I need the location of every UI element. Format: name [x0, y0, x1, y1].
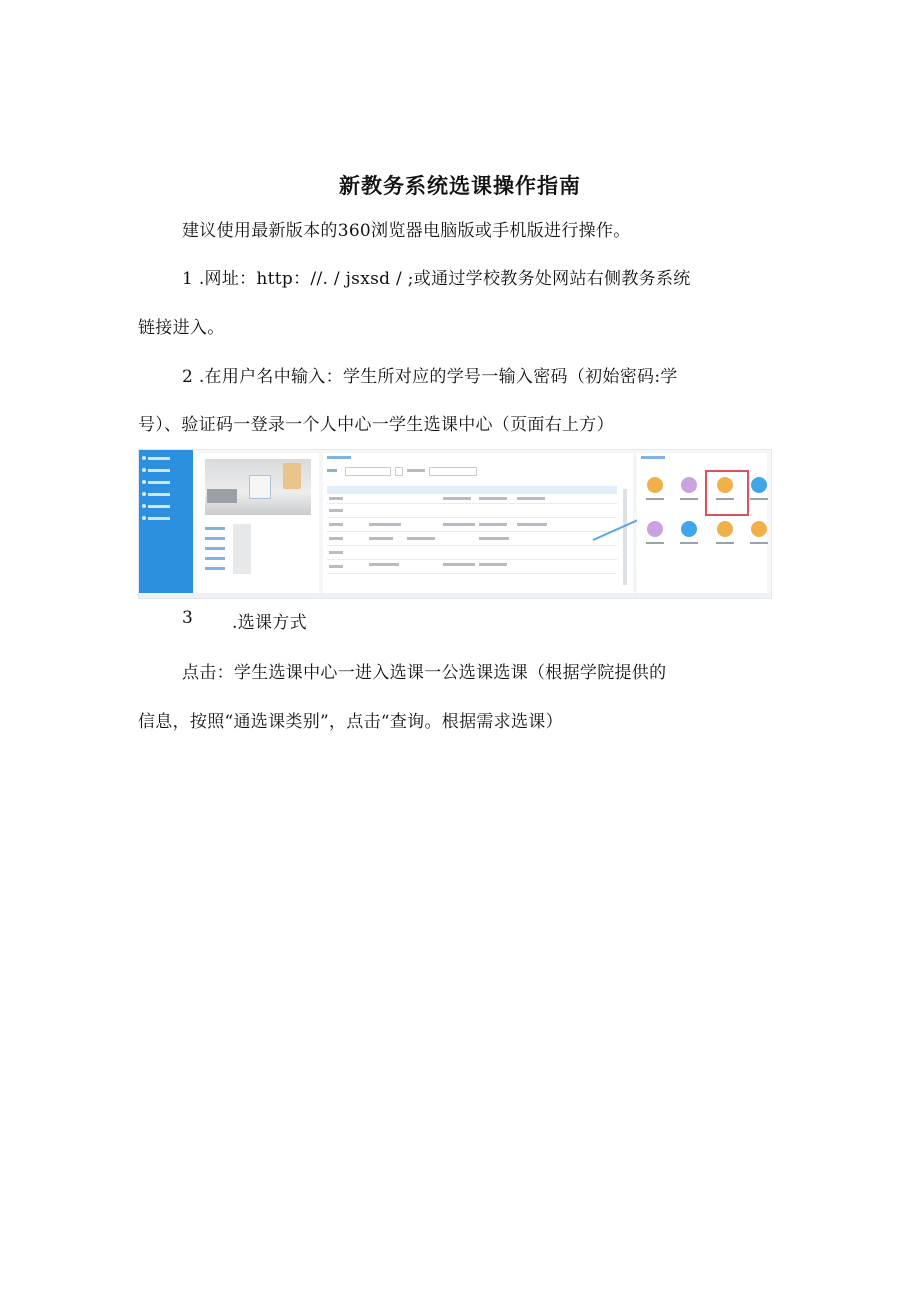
- figure-quick-icon: [717, 521, 733, 537]
- figure-profile-photo: [205, 459, 311, 515]
- figure-quick-icon: [751, 521, 767, 537]
- figure-quick-icon: [681, 521, 697, 537]
- figure-sidebar-item: [142, 466, 190, 474]
- step3-line2: 信息，按照“通选课类别”，点击“查询。根据需求选课）: [138, 712, 563, 732]
- figure-highlight-box: [705, 470, 749, 516]
- figure-profile-panel: [197, 453, 319, 595]
- figure-sidebar-item: [142, 490, 190, 498]
- figure-table-header: [327, 486, 617, 494]
- step3-heading: .选课方式: [232, 613, 307, 633]
- intro-paragraph: 建议使用最新版本的360浏览器电脑版或手机版进行操作。: [182, 221, 631, 241]
- figure-sidebar-item: [142, 478, 190, 486]
- figure-sidebar: [139, 450, 193, 598]
- figure-sidebar-item: [142, 502, 190, 510]
- step2-line1: 2 .在用户名中输入：学生所对应的学号一输入密码（初始密码:学: [182, 367, 678, 387]
- system-screenshot-figure: [138, 449, 772, 599]
- step2-line2: 号）、验证码一登录一个人中心一学生选课中心（页面右上方）: [138, 415, 614, 435]
- figure-quick-icon: [647, 521, 663, 537]
- document-title: 新教务系统选课操作指南: [339, 174, 581, 198]
- step1-line1: 1 .网址：http：//. / jsxsd / ;或通过学校教务处网站右侧教务系统: [182, 269, 691, 289]
- figure-quick-icon: [681, 477, 697, 493]
- figure-quick-access-panel: [637, 453, 767, 595]
- figure-quick-icon: [647, 477, 663, 493]
- step3-number: 3: [182, 608, 194, 628]
- figure-sidebar-item: [142, 514, 190, 522]
- step1-line2: 链接进入。: [138, 318, 225, 338]
- figure-quick-icon: [751, 477, 767, 493]
- figure-schedule-panel: [323, 453, 633, 595]
- figure-sidebar-item: [142, 454, 190, 462]
- step3-line1: 点击：学生选课中心一进入选课一公选课选课（根据学院提供的: [182, 663, 667, 683]
